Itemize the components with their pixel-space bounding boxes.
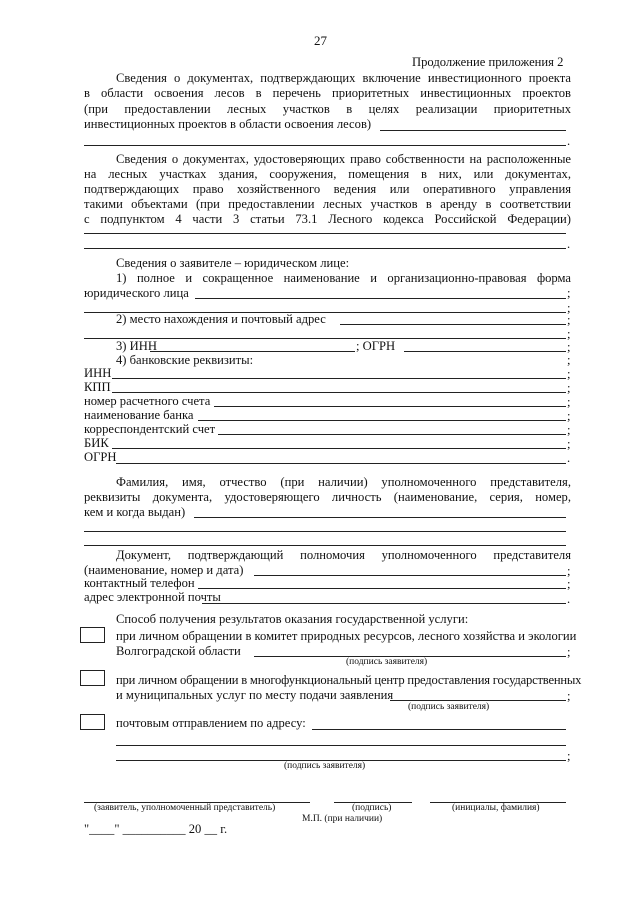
signature-line[interactable]	[390, 700, 566, 701]
punctuation: ;	[567, 409, 571, 423]
fill-line[interactable]	[84, 145, 566, 146]
applicant-caption: (заявитель, уполномоченный представитель)	[94, 803, 276, 813]
field-label: контактный телефон	[84, 576, 195, 590]
email-input-line[interactable]	[202, 603, 566, 604]
option-label: при личном обращении в многофункциональный центр предоставления государственных	[116, 673, 582, 687]
punctuation: ;	[567, 423, 571, 437]
option-label: и муниципальных услуг по месту подачи заявления	[116, 688, 394, 702]
ogrn-input-line[interactable]	[404, 351, 566, 352]
punctuation: .	[567, 451, 571, 465]
text-line: 1) полное и сокращенное наименование и организационно-правовая форма	[116, 271, 571, 285]
punctuation: ;	[567, 313, 571, 327]
address-input-line[interactable]	[340, 324, 566, 325]
text-line: кем и когда выдан)	[84, 505, 186, 519]
punctuation: ;	[567, 353, 571, 367]
punctuation: .	[567, 134, 571, 148]
punctuation: ;	[567, 327, 571, 341]
signature-caption: (подпись заявителя)	[408, 702, 490, 712]
field-label: 3) ИНН	[116, 339, 157, 353]
rep-input-line-2[interactable]	[84, 531, 566, 532]
initials-caption: (инициалы, фамилия)	[452, 803, 540, 813]
name-input-line[interactable]	[195, 298, 566, 299]
field-label: 2) место нахождения и почтовый адрес	[116, 312, 326, 326]
signature-caption: (подпись заявителя)	[284, 761, 366, 771]
punctuation: ;	[567, 367, 571, 381]
fill-line[interactable]	[380, 130, 566, 131]
page-number: 27	[314, 33, 327, 48]
field-label: номер расчетного счета	[84, 394, 211, 408]
text-line: Сведения о документах, удостоверяющих право собственности на расположенные	[116, 152, 571, 166]
appendix-caption: Продолжение приложения 2	[412, 55, 564, 69]
text-line: реквизиты документа, удостоверяющего личность (наименование, серия, номер,	[84, 490, 571, 504]
field-label: ИНН	[84, 366, 112, 380]
field-label: корреспондентский счет	[84, 422, 216, 436]
option-checkbox-committee[interactable]	[80, 627, 105, 643]
punctuation: ;	[567, 301, 571, 315]
phone-input-line[interactable]	[198, 588, 566, 589]
stamp-caption: М.П. (при наличии)	[302, 814, 383, 824]
punctuation: ;	[567, 381, 571, 395]
field-label: 4) банковские реквизиты:	[116, 353, 254, 367]
signature-caption: (подпись)	[352, 803, 392, 813]
option-checkbox-mfc[interactable]	[80, 670, 105, 686]
punctuation: ;	[567, 437, 571, 451]
punctuation: ;	[567, 645, 571, 659]
kpp-input-line[interactable]	[112, 392, 566, 393]
inn-input-line[interactable]	[150, 351, 355, 352]
fill-line[interactable]	[84, 233, 566, 234]
punctuation: ;	[567, 749, 571, 763]
punctuation: ;	[567, 689, 571, 703]
section-heading: Сведения о заявителе – юридическом лице:	[116, 256, 350, 270]
option-checkbox-post[interactable]	[80, 714, 105, 730]
field-label: юридического лица	[84, 286, 189, 300]
text-line: в области освоения лесов в перечень приоритетных инвестиционных проектов	[84, 86, 571, 100]
inn-bank-input-line[interactable]	[112, 378, 566, 379]
rep-input-line-3[interactable]	[84, 545, 566, 546]
option-label: при личном обращении в комитет природных ресурсов, лесного хозяйства и экологии	[116, 629, 577, 643]
punctuation: ;	[567, 395, 571, 409]
date-line[interactable]: "____" __________ 20 __ г.	[84, 822, 228, 836]
signature-caption: (подпись заявителя)	[346, 657, 428, 667]
ogrn-bank-input-line[interactable]	[116, 463, 566, 464]
punctuation: ;	[567, 286, 571, 300]
fill-line[interactable]	[84, 248, 566, 249]
bank-input-line[interactable]	[198, 420, 566, 421]
field-label: (наименование, номер и дата)	[84, 563, 244, 577]
punctuation: ;	[567, 564, 571, 578]
option-label: Волгоградской области	[116, 644, 241, 658]
post-address-line-2[interactable]	[116, 745, 566, 746]
bik-input-line[interactable]	[112, 448, 566, 449]
corr-input-line[interactable]	[218, 434, 566, 435]
field-label: ; ОГРН	[356, 339, 396, 353]
text-line: Сведения о документах, подтверждающих включение инвестиционного проекта	[116, 71, 571, 85]
rep-input-line[interactable]	[194, 517, 566, 518]
field-label: БИК	[84, 436, 109, 450]
field-label: КПП	[84, 380, 111, 394]
text-line: инвестиционных проектов в области освоения лесов)	[84, 117, 372, 131]
text-line: (при предоставлении лесных участков в целях реализации приоритетных	[84, 102, 571, 116]
text-line: на лесных участках здания, сооружения, помещения в них, или документах,	[84, 167, 571, 181]
text-line: с подпунктом 4 части 3 статьи 73.1 Лесного кодекса Российской Федерации)	[84, 212, 571, 226]
punctuation: ;	[567, 577, 571, 591]
field-label: наименование банка	[84, 408, 194, 422]
field-label: ОГРН	[84, 450, 117, 464]
punctuation: ;	[567, 340, 571, 354]
doc-input-line[interactable]	[254, 575, 566, 576]
text-line: Фамилия, имя, отчество (при наличии) уполномоченного представителя,	[116, 475, 571, 489]
text-line: Документ, подтверждающий полномочия уполномоченного представителя	[116, 548, 571, 562]
field-label: адрес электронной почты	[84, 590, 221, 604]
text-line: такими объектами (при предоставлении лесных участков в аренду в соответствии	[84, 197, 571, 211]
punctuation: .	[567, 592, 571, 606]
text-line: подтверждающих право хозяйственного ведения или оперативного управления	[84, 182, 571, 196]
punctuation: .	[567, 237, 571, 251]
post-address-line[interactable]	[312, 729, 566, 730]
section-heading: Способ получения результатов оказания государственной услуги:	[116, 612, 469, 626]
account-input-line[interactable]	[214, 406, 566, 407]
option-label: почтовым отправлением по адресу:	[116, 716, 306, 730]
